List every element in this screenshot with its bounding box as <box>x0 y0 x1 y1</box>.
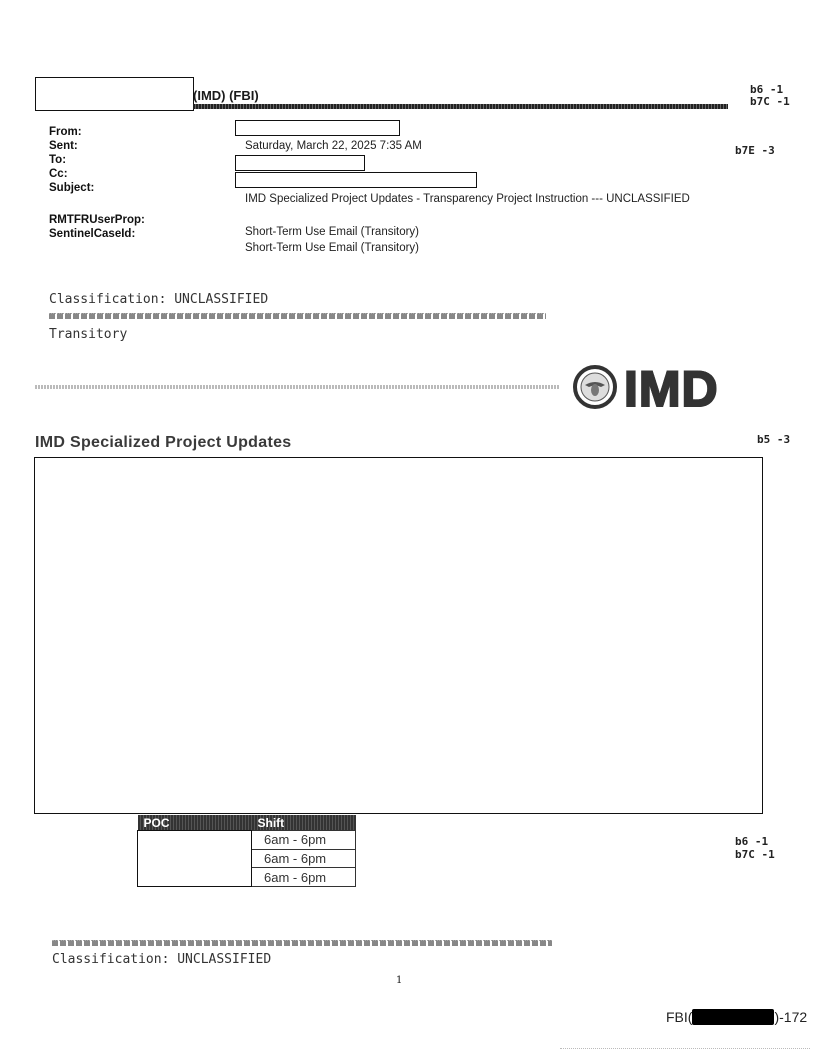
imd-logo-text: IMD <box>624 361 719 417</box>
rmt-value: Short-Term Use Email (Transitory) <box>245 226 420 238</box>
exemption-code-b7c-table: b7C -1 <box>735 848 775 861</box>
from-label: From: <box>49 126 82 138</box>
redacted-content-block <box>34 457 763 814</box>
exemption-code-b5: b5 -3 <box>757 433 791 446</box>
subject-label: Subject: <box>49 182 95 194</box>
sentinel-value: Short-Term Use Email (Transitory) <box>245 242 420 254</box>
poc-table <box>137 815 356 887</box>
redacted-cc <box>235 172 477 188</box>
banner-rule <box>35 385 560 389</box>
exemption-code-b6-table: b6 -1 <box>735 835 769 848</box>
redacted-bates-id <box>692 1009 774 1025</box>
cc-label: Cc: <box>49 168 68 180</box>
exemption-code-b7e: b7E -3 <box>735 144 775 157</box>
poc-header: POC <box>138 815 252 831</box>
redacted-poc-names <box>138 831 252 887</box>
redacted-sender-name <box>35 77 194 111</box>
header-rule <box>193 104 728 109</box>
redacted-to <box>235 155 365 171</box>
subject-value: IMD Specialized Project Updates - Transparency Project Instruction --- UNCLASSIFIED <box>245 193 690 205</box>
fbi-seal-icon <box>573 365 617 409</box>
exemption-code-b7c: b7C -1 <box>750 95 790 108</box>
sent-value: Saturday, March 22, 2025 7:35 AM <box>245 140 422 152</box>
exemption-code-b6: b6 -1 <box>750 83 784 96</box>
separator-top <box>49 313 546 319</box>
bates-number: FBI( )-172 <box>666 1009 808 1025</box>
shift-cell: 6am - 6pm <box>252 868 356 887</box>
classification-top: Classification: UNCLASSIFIED <box>49 292 269 307</box>
sent-label: Sent: <box>49 140 78 152</box>
section-title: IMD Specialized Project Updates <box>35 434 292 451</box>
sentinel-label: SentinelCaseId: <box>49 228 136 240</box>
rmt-label: RMTFRUserProp: <box>49 214 145 226</box>
shift-cell: 6am - 6pm <box>252 831 356 850</box>
separator-bottom <box>52 940 552 946</box>
shift-cell: 6am - 6pm <box>252 849 356 868</box>
page-number: 1 <box>396 975 403 986</box>
transitory-text: Transitory <box>49 327 128 342</box>
to-label: To: <box>49 154 67 166</box>
sender-org: (IMD) (FBI) <box>193 88 259 103</box>
redacted-from <box>235 120 400 136</box>
classification-bottom: Classification: UNCLASSIFIED <box>52 952 272 967</box>
shift-header: Shift <box>252 815 356 831</box>
bottom-rule <box>560 1048 810 1049</box>
